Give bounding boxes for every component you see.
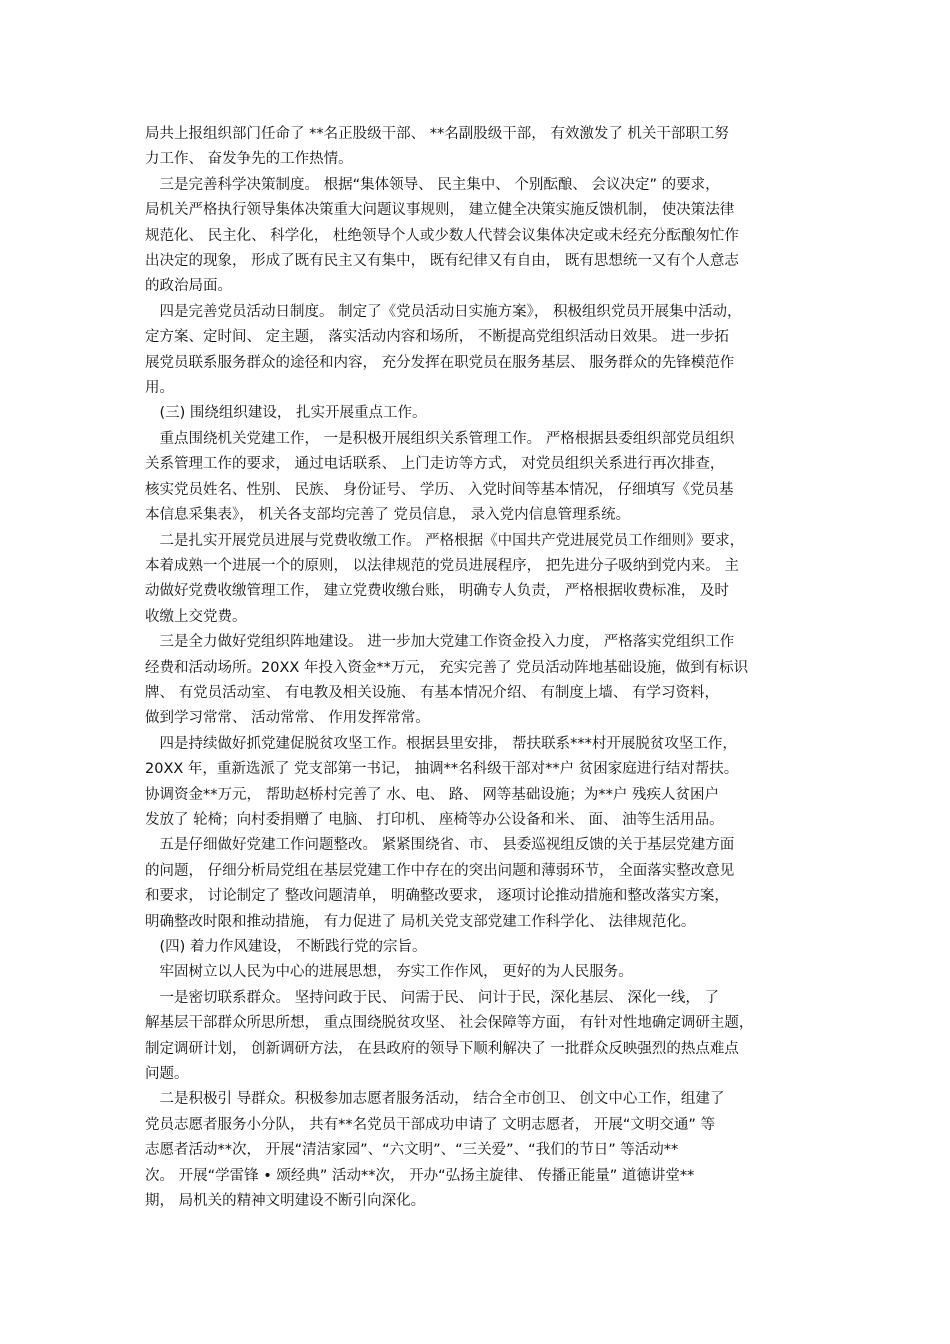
paragraph-organization-relations: 重点围绕机关党建工作， 一是积极开展组织关系管理工作。 严格根据县委组织部党员组织 关系管理工作的要求， 通过电话联系、 上门走访等方式， 对党员组织关系进行再次排查， 核实党员姓名、性别、 民族、 身份证号、 学历、 入党时间等基本情况， 仔细填写《党员基 本信息采集表》， 机关各支部均完善了 党员信息， 录入党内信息管理系统。 bbox=[145, 430, 735, 524]
paragraph-contact-masses: 一是密切联系群众。 坚持问政于民、 问需于民、 问计于民，深化基层、 深化一线， 了 解基层干部群众所思所想， 重点围绕脱贫攻坚、 社会保障等方面， 有针对性地确定调研主题， 制定调研计划， 创新调研方法， 在县政府的领导下顺利解决了 一批群众反映强烈的热点难点 问题。 bbox=[145, 989, 754, 1083]
paragraph-activity-day: 四是完善党员活动日制度。 制定了《党员活动日实施方案》， 积极组织党员开展集中活动， 定方案、定时间、 定主题， 落实活动内容和场所， 不断提高党组织活动日效果。 进一步拓 展党员联系服务群众的途径和内容， 充分发挥在职党员在服务基层、 服务群众的先锋模范作 用。 bbox=[145, 303, 742, 397]
paragraph-party-fees: 二是扎实开展党员进展与党费收缴工作。 严格根据《中国共产党进展党员工作细则》要求， 本着成熟一个进展一个的原则， 以法律规范的党员进展程序， 把先进分子吸纳到党内来。 主 动做好党费收缴管理工作， 建立党费收缴台账， 明确专人负责， 严格根据收费标准， 及时 收缴上交党费。 bbox=[145, 532, 745, 625]
section-heading-work-style: (四) 着力作风建设， 不断践行党的宗旨。 bbox=[145, 939, 427, 955]
paragraph-decision-system: 三是完善科学决策制度。 根据“集体领导、 民主集中、 个别酝酿、 会议决定” 的要求， 局机关严格执行领导集体决策重大问题议事规则， 建立健全决策实施反馈机制， 使决策法律 规范化、 民主化、 科学化， 杜绝领导个人或少数人代替会议集体决定或未经充分酝酿匆忙作 出决定的现象， 形成了既有民主又有集中， 既有纪律又有自由， 既有思想统一又有个人意志 的政治局面。 bbox=[145, 176, 739, 295]
document-body bbox=[145, 122, 813, 1214]
section-heading-organization: (三) 围绕组织建设， 扎实开展重点工作。 bbox=[145, 405, 427, 422]
paragraph-position-building: 三是全力做好党组织阵地建设。 进一步加大党建工作资金投入力度， 严格落实党组织工作 经费和活动场所。20XX 年投入资金**万元， 充实完善了 党员活动阵地基础设施，做到有标识 牌、 有党员活动室、 有电教及相关设施、 有基本情况介绍、 有制度上墙、 有学习资料， 做到学习常常、 活动常常、 作用发挥常常。 bbox=[145, 634, 749, 727]
paragraph-people-centered: 牢固树立以人民为中心的进展思想， 夯实工作作风， 更好的为人民服务。 bbox=[145, 964, 633, 981]
paragraph-poverty-alleviation: 四是持续做好抓党建促脱贫攻坚工作。根据县里安排， 帮扶联系***村开展脱贫攻坚工作， 20XX 年，重新选派了 党支部第一书记， 抽调**名科级干部对**户 贫困家庭进行结对帮扶。 协调资金**万元， 帮助赵桥村完善了 水、电、 路、 网等基础设施；为**户 残疾人贫困户 发放了 轮椅；向村委捐赠了 电脑、 打印机、 座椅等办公设备和米、 面、 油等生活用品。 bbox=[145, 735, 739, 828]
paragraph-rectification: 五是仔细做好党建工作问题整改。 紧紧围绕省、市、 县委巡视组反馈的关于基层党建方面 的问题， 仔细分析局党组在基层党建工作中存在的突出问题和薄弱环节， 全面落实整改意见 和要求， 讨论制定了 整改问题清单， 明确整改要求， 逐项讨论推动措施和整改落实方案， 明确整改时限和推动措施， 有力促进了 局机关党支部党建工作科学化、 法律规范化。 bbox=[145, 837, 735, 930]
paragraph-cadre-appointment: 局共上报组织部门任命了 **名正股级干部、 **名副股级干部， 有效激发了 机关干部职工努 力工作、 奋发争先的工作热情。 bbox=[145, 126, 729, 168]
paragraph-guide-masses: 二是积极引 导群众。积极参加志愿者服务活动， 结合全市创卫、 创文中心工作，组建了 党员志愿者服务小分队， 共有**名党员干部成功申请了 文明志愿者， 开展“文明交通” 等 志愿者活动**次， 开展“清洁家园”、“六文明”、“三关爱”、“我们的节日” 等活动** 次。 开展“学雷锋 • 颂经典” 活动**次， 开办“弘扬主旋律、 传播正能量” 道德讲堂** 期， 局机关的精神文明建设不断引向深化。 bbox=[145, 1091, 725, 1210]
